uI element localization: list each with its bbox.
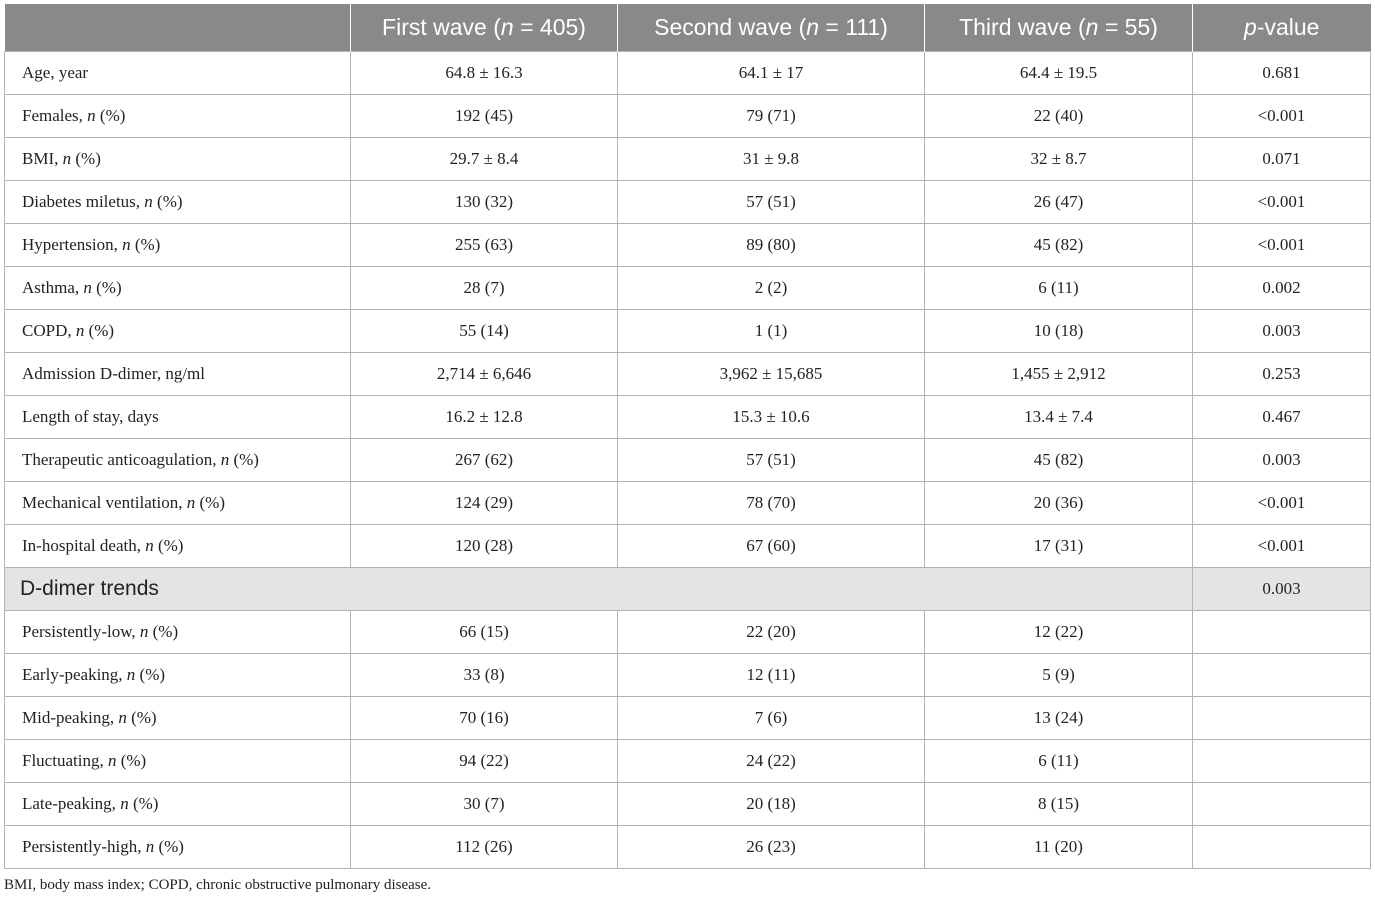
value-cell: 2 (2) — [618, 267, 925, 310]
value-cell: 22 (40) — [925, 95, 1193, 138]
value-cell: 22 (20) — [618, 611, 925, 654]
p-value-cell: 0.002 — [1193, 267, 1371, 310]
row-label: Persistently-high, n (%) — [5, 826, 351, 869]
table-row — [5, 267, 1371, 310]
value-cell: 55 (14) — [351, 310, 618, 353]
table-row — [5, 482, 1371, 525]
row-label: Persistently-low, n (%) — [5, 611, 351, 654]
row-label: Asthma, n (%) — [5, 267, 351, 310]
value-cell: 1 (1) — [618, 310, 925, 353]
table-row — [5, 95, 1371, 138]
row-label: Length of stay, days — [5, 396, 351, 439]
table-row — [5, 52, 1371, 95]
value-cell: 24 (22) — [618, 740, 925, 783]
header-cell-third-wave: Third wave (n = 55) — [925, 4, 1193, 52]
value-cell: 3,962 ± 15,685 — [618, 353, 925, 396]
row-label: In-hospital death, n (%) — [5, 525, 351, 568]
row-label: Early-peaking, n (%) — [5, 654, 351, 697]
table-row — [5, 654, 1371, 697]
p-value-cell: 0.071 — [1193, 138, 1371, 181]
value-cell: 94 (22) — [351, 740, 618, 783]
table-row — [5, 396, 1371, 439]
value-cell: 1,455 ± 2,912 — [925, 353, 1193, 396]
row-label: Age, year — [5, 52, 351, 95]
p-value-cell: <0.001 — [1193, 181, 1371, 224]
value-cell: 20 (36) — [925, 482, 1193, 525]
value-cell: 2,714 ± 6,646 — [351, 353, 618, 396]
value-cell: 31 ± 9.8 — [618, 138, 925, 181]
row-label: COPD, n (%) — [5, 310, 351, 353]
value-cell: 32 ± 8.7 — [925, 138, 1193, 181]
value-cell: 255 (63) — [351, 224, 618, 267]
value-cell: 17 (31) — [925, 525, 1193, 568]
row-label: BMI, n (%) — [5, 138, 351, 181]
p-value-cell: <0.001 — [1193, 95, 1371, 138]
header-cell-blank — [5, 4, 351, 52]
value-cell: 192 (45) — [351, 95, 618, 138]
value-cell: 26 (23) — [618, 826, 925, 869]
p-value-cell: 0.003 — [1193, 310, 1371, 353]
row-label: Late-peaking, n (%) — [5, 783, 351, 826]
p-value-cell: 0.467 — [1193, 396, 1371, 439]
value-cell: 16.2 ± 12.8 — [351, 396, 618, 439]
header-cell-p-value: p-value — [1193, 4, 1371, 52]
row-label: Fluctuating, n (%) — [5, 740, 351, 783]
value-cell: 64.8 ± 16.3 — [351, 52, 618, 95]
p-value-cell — [1193, 654, 1371, 697]
table-row — [5, 611, 1371, 654]
section-row-d-dimer-trends — [5, 568, 1371, 611]
value-cell: 20 (18) — [618, 783, 925, 826]
table-row — [5, 181, 1371, 224]
value-cell: 45 (82) — [925, 439, 1193, 482]
p-value-cell — [1193, 740, 1371, 783]
value-cell: 13.4 ± 7.4 — [925, 396, 1193, 439]
row-label: Hypertension, n (%) — [5, 224, 351, 267]
value-cell: 45 (82) — [925, 224, 1193, 267]
table-footnote: BMI, body mass index; COPD, chronic obstructive pulmonary disease. — [4, 877, 432, 893]
value-cell: 79 (71) — [618, 95, 925, 138]
p-value-cell: <0.001 — [1193, 482, 1371, 525]
value-cell: 10 (18) — [925, 310, 1193, 353]
value-cell: 66 (15) — [351, 611, 618, 654]
value-cell: 5 (9) — [925, 654, 1193, 697]
table-row — [5, 783, 1371, 826]
value-cell: 30 (7) — [351, 783, 618, 826]
value-cell: 57 (51) — [618, 439, 925, 482]
value-cell: 124 (29) — [351, 482, 618, 525]
table-row — [5, 740, 1371, 783]
table-row — [5, 224, 1371, 267]
section-p-value: 0.003 — [1193, 568, 1371, 611]
value-cell: 8 (15) — [925, 783, 1193, 826]
data-table — [4, 4, 1371, 869]
p-value-cell — [1193, 697, 1371, 740]
header-cell-first-wave: First wave (n = 405) — [351, 4, 618, 52]
row-label: Therapeutic anticoagulation, n (%) — [5, 439, 351, 482]
table-row — [5, 310, 1371, 353]
row-label: Admission D-dimer, ng/ml — [5, 353, 351, 396]
table-row — [5, 826, 1371, 869]
header-row — [5, 4, 1371, 52]
row-label: Diabetes miletus, n (%) — [5, 181, 351, 224]
table-row — [5, 353, 1371, 396]
value-cell: 112 (26) — [351, 826, 618, 869]
row-label: Mid-peaking, n (%) — [5, 697, 351, 740]
p-value-cell — [1193, 611, 1371, 654]
p-value-cell: <0.001 — [1193, 224, 1371, 267]
value-cell: 12 (22) — [925, 611, 1193, 654]
value-cell: 15.3 ± 10.6 — [618, 396, 925, 439]
value-cell: 120 (28) — [351, 525, 618, 568]
value-cell: 28 (7) — [351, 267, 618, 310]
table-row — [5, 525, 1371, 568]
value-cell: 70 (16) — [351, 697, 618, 740]
value-cell: 6 (11) — [925, 740, 1193, 783]
section-label: D-dimer trends — [5, 568, 1193, 611]
value-cell: 33 (8) — [351, 654, 618, 697]
value-cell: 6 (11) — [925, 267, 1193, 310]
value-cell: 267 (62) — [351, 439, 618, 482]
value-cell: 130 (32) — [351, 181, 618, 224]
p-value-cell — [1193, 783, 1371, 826]
value-cell: 12 (11) — [618, 654, 925, 697]
table-row — [5, 138, 1371, 181]
p-value-cell: 0.681 — [1193, 52, 1371, 95]
p-value-cell: 0.253 — [1193, 353, 1371, 396]
value-cell: 13 (24) — [925, 697, 1193, 740]
p-value-cell — [1193, 826, 1371, 869]
value-cell: 7 (6) — [618, 697, 925, 740]
p-value-cell: <0.001 — [1193, 525, 1371, 568]
p-value-cell: 0.003 — [1193, 439, 1371, 482]
value-cell: 64.4 ± 19.5 — [925, 52, 1193, 95]
table-row — [5, 697, 1371, 740]
value-cell: 67 (60) — [618, 525, 925, 568]
value-cell: 11 (20) — [925, 826, 1193, 869]
value-cell: 57 (51) — [618, 181, 925, 224]
header-cell-second-wave: Second wave (n = 111) — [618, 4, 925, 52]
value-cell: 29.7 ± 8.4 — [351, 138, 618, 181]
table-row — [5, 439, 1371, 482]
value-cell: 26 (47) — [925, 181, 1193, 224]
row-label: Mechanical ventilation, n (%) — [5, 482, 351, 525]
row-label: Females, n (%) — [5, 95, 351, 138]
value-cell: 89 (80) — [618, 224, 925, 267]
value-cell: 78 (70) — [618, 482, 925, 525]
value-cell: 64.1 ± 17 — [618, 52, 925, 95]
